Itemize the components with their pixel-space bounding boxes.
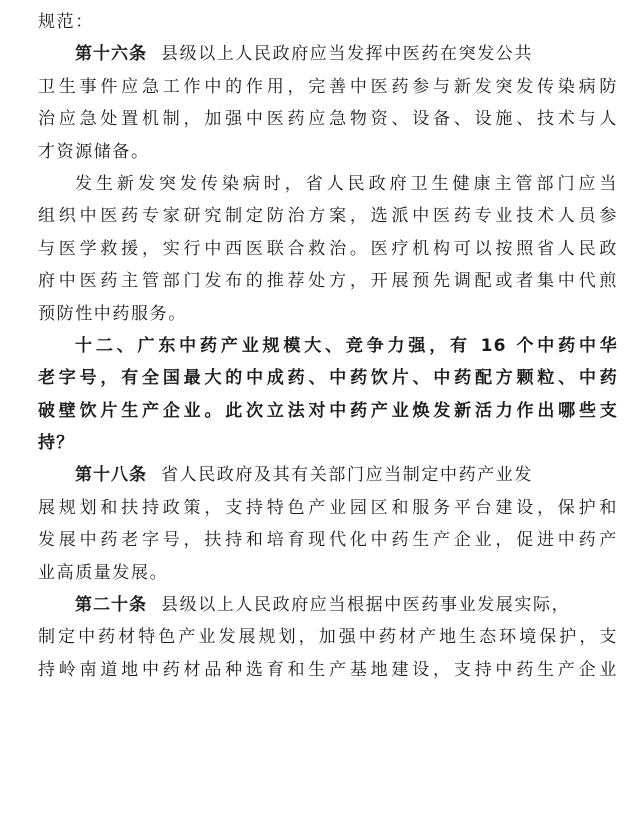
question-12-text: 十二、广东中药产业规模大、竞争力强，有 16 个中药中华 [75,335,618,356]
text-line: 才资源储备。 [38,141,150,162]
text-line: 制定中药材特色产业发展规划，加强中药材产地生态环境保护，支 [38,627,618,648]
article-18-label: 第十八条 [75,465,147,486]
text-line: 持岭南道地中药材品种选育和生产基地建设，支持中药生产企业 [38,659,618,680]
text-line: 府中医药主管部门发布的推荐处方，开展预先调配或者集中代煎 [38,271,618,292]
text-line: 卫生事件应急工作中的作用，完善中医药参与新发突发传染病防 [38,76,618,97]
article-16-text: 县级以上人民政府应当发挥中医药在突发公共 [161,44,533,65]
text-line: 发展中药老字号，扶持和培育现代化中药生产企业，促进中药产 [38,530,618,551]
article-16-line-1 [38,38,618,70]
question-12-line: 持？ [38,433,75,454]
question-12-line-1 [38,330,618,362]
text-line: 展规划和扶持政策，支持特色产业园区和服务平台建设，保护和 [38,497,618,518]
article-18-line-1 [38,459,618,491]
text-line [38,168,618,200]
question-12-line: 破壁饮片生产企业。此次立法对中药产业焕发新活力作出哪些支 [38,400,618,421]
text-line: 规范： [38,12,94,32]
question-12-line: 老字号，有全国最大的中成药、中药饮片、中药配方颗粒、中药 [38,368,618,389]
article-18-text: 省人民政府及其有关部门应当制定中药产业发 [161,465,533,486]
text-line: 业高质量发展。 [38,562,169,583]
article-20-text: 县级以上人民政府应当根据中医药事业发展实际， [161,595,571,616]
text-line: 组织中医药专家研究制定防治方案，选派中医药专业技术人员参 [38,206,618,227]
paragraph-2-line-1: 发生新发突发传染病时，省人民政府卫生健康主管部门应当 [75,173,618,194]
article-20-line-1 [38,589,618,621]
article-16-label: 第十六条 [75,44,147,65]
document-page [38,6,618,686]
article-20-label: 第二十条 [75,595,147,616]
text-line: 预防性中药服务。 [38,303,187,324]
text-line: 与医学救援，实行中西医联合救治。医疗机构可以按照省人民政 [38,238,618,259]
text-line: 治应急处置机制，加强中医药应急物资、设备、设施、技术与人 [38,109,618,130]
